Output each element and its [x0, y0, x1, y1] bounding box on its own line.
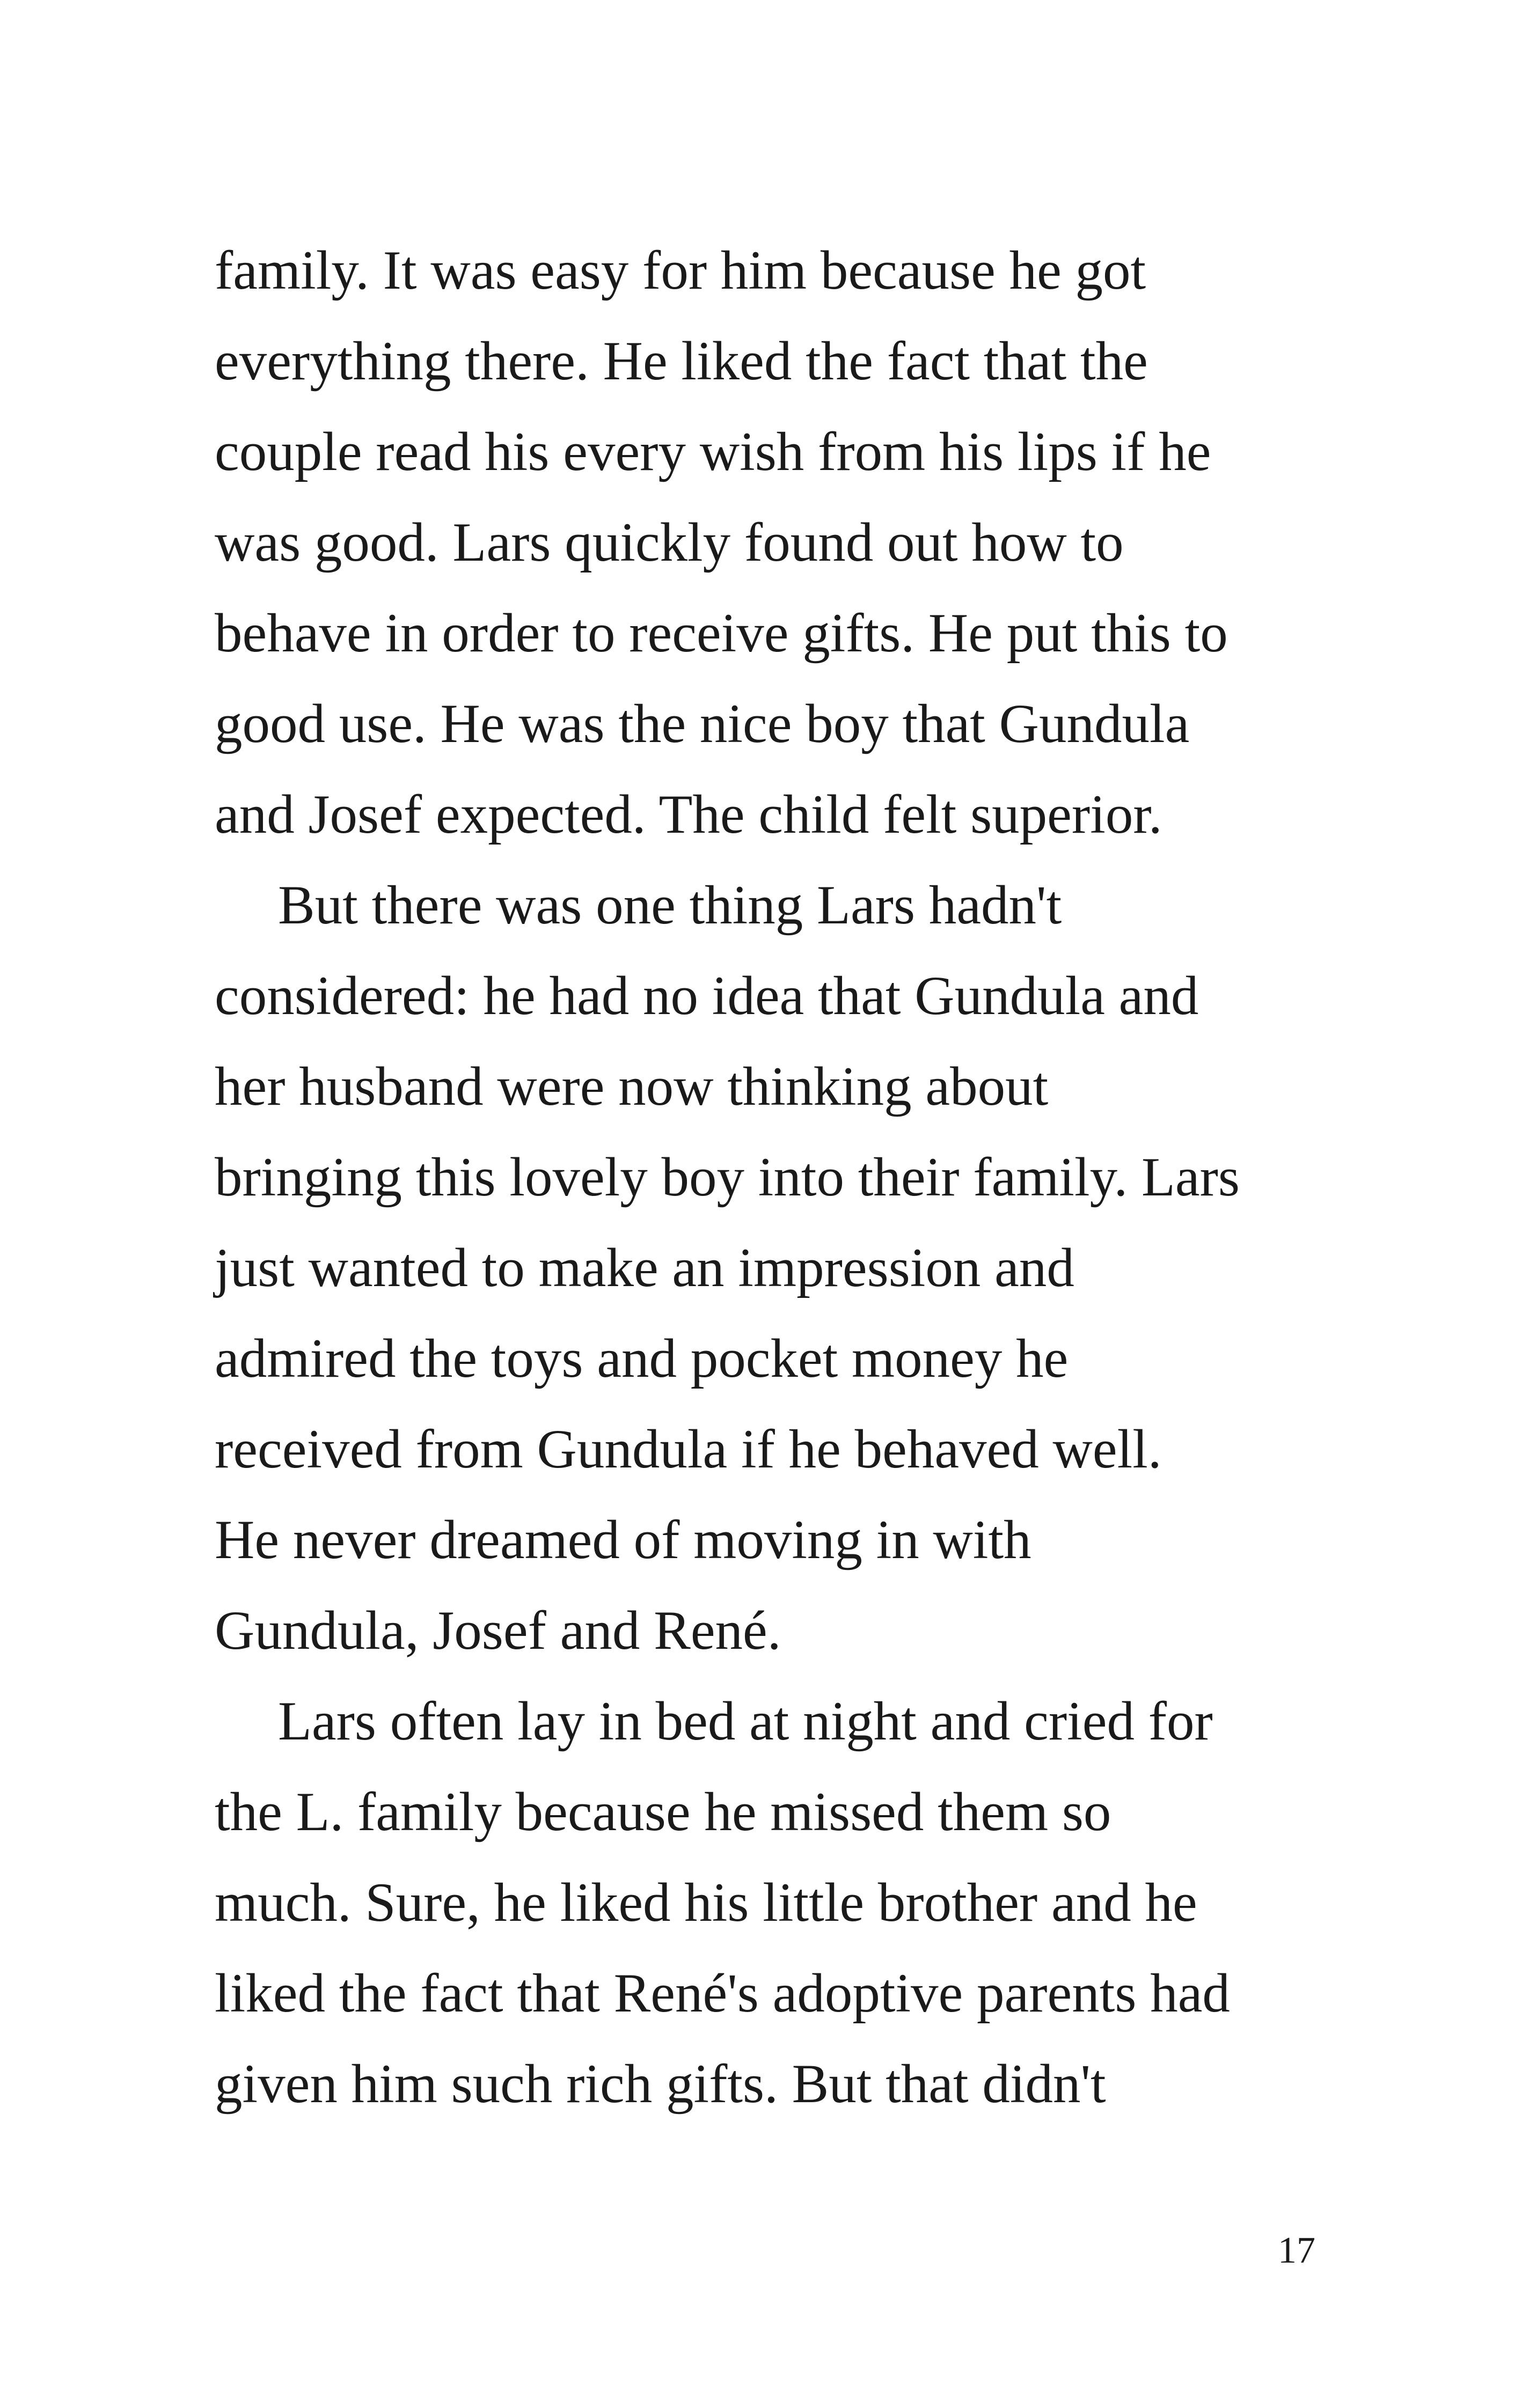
text-line: He never dreamed of moving in with	[215, 1509, 1031, 1570]
text-line: family. It was easy for him because he got	[215, 240, 1146, 301]
text-line: couple read his every wish from his lips if he	[215, 421, 1211, 482]
text-line: admired the toys and pocket money he	[215, 1328, 1069, 1389]
text-line: everything there. He liked the fact that the	[215, 331, 1148, 392]
text-line: Lars often lay in bed at night and cried for	[278, 1691, 1213, 1752]
text-line: just wanted to make an impression and	[215, 1237, 1074, 1298]
text-line: behave in order to receive gifts. He put this to	[215, 603, 1228, 664]
text-line: the L. family because he missed them so	[215, 1781, 1111, 1842]
text-line: But there was one thing Lars hadn't	[278, 875, 1062, 936]
text-line: good use. He was the nice boy that Gundula	[215, 693, 1190, 754]
body-text	[215, 225, 1331, 2130]
text-line: given him such rich gifts. But that didn't	[215, 2053, 1106, 2115]
text-line: liked the fact that René's adoptive parents had	[215, 1963, 1230, 2024]
text-line: considered: he had no idea that Gundula and	[215, 965, 1199, 1026]
paragraph	[215, 860, 1331, 1676]
text-line: received from Gundula if he behaved well.	[215, 1419, 1162, 1480]
text-line: bringing this lovely boy into their family. Lars	[215, 1147, 1240, 1208]
paragraph	[215, 225, 1331, 860]
text-line: and Josef expected. The child felt superior.	[215, 784, 1162, 845]
text-line: Gundula, Josef and René.	[215, 1600, 781, 1661]
paragraph	[215, 1676, 1331, 2130]
text-line: was good. Lars quickly found out how to	[215, 512, 1124, 573]
text-line: her husband were now thinking about	[215, 1056, 1049, 1117]
page-number: 17	[1278, 2230, 1315, 2271]
text-line: much. Sure, he liked his little brother and he	[215, 1872, 1197, 1933]
